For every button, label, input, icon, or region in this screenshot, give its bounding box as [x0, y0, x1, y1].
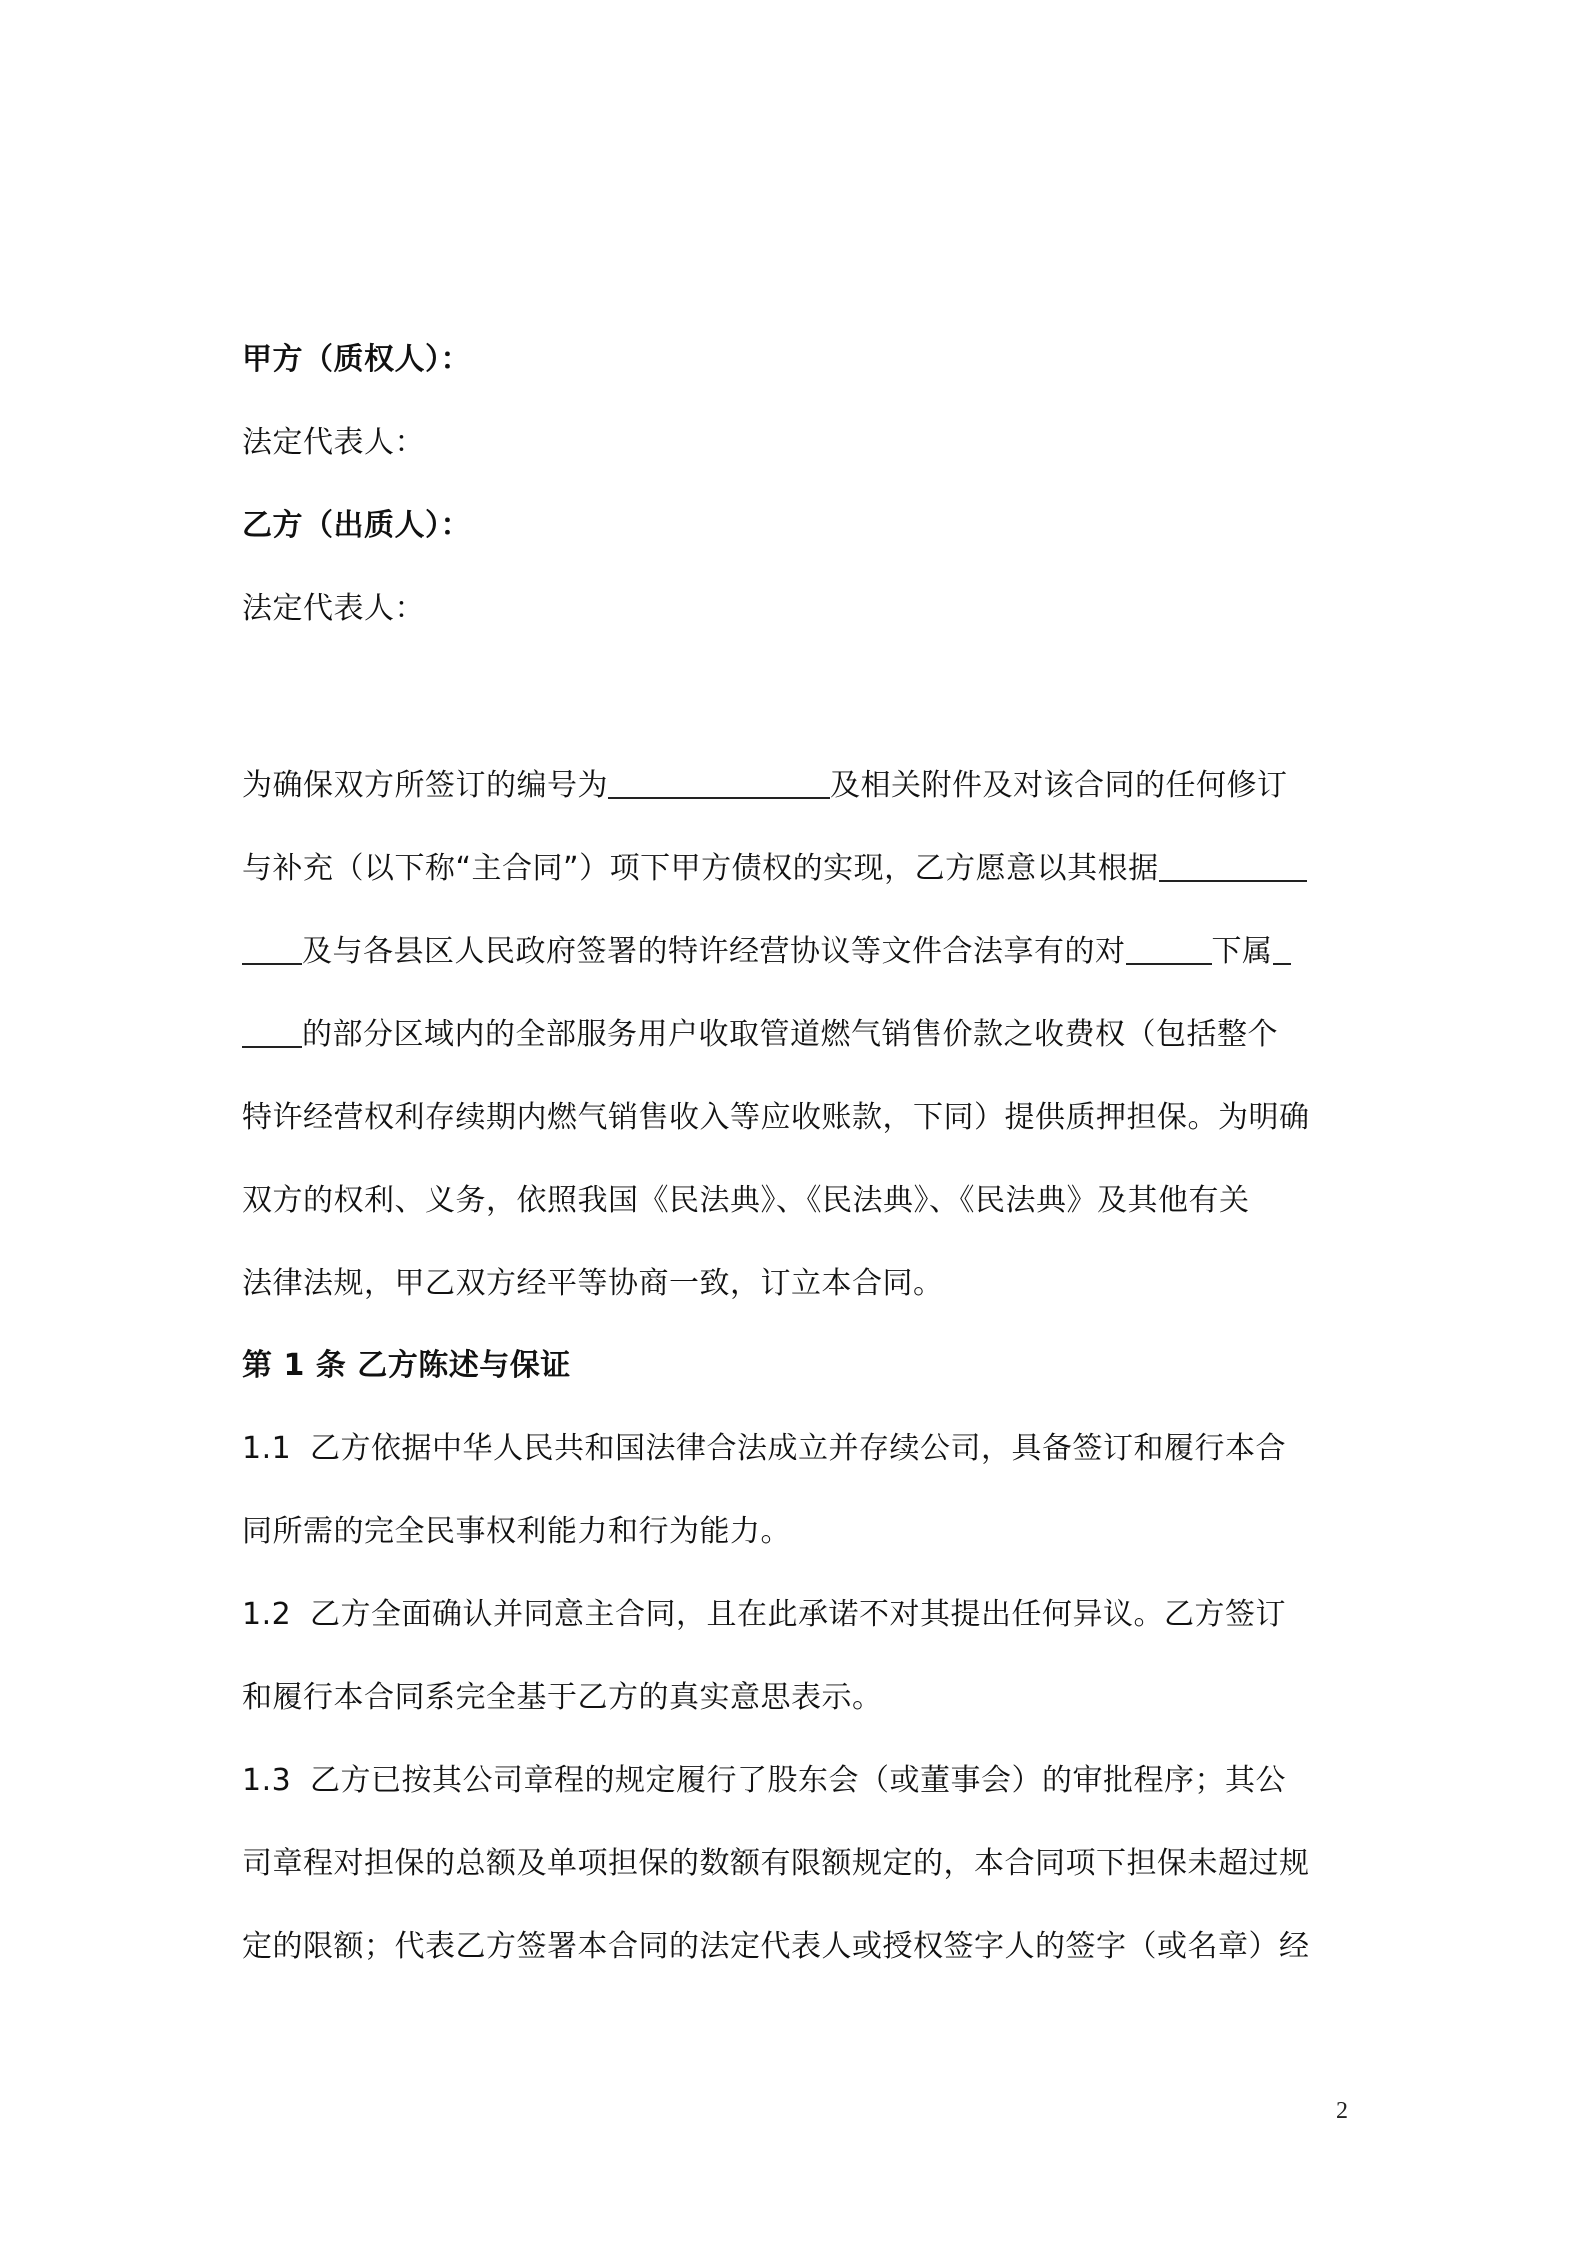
party-b-label: 乙方（出质人）： [242, 508, 471, 543]
preamble-line-7: 法律法规，甲乙双方经平等协商一致，订立本合同。 [242, 1266, 944, 1301]
contract-number-blank [608, 767, 830, 799]
party-a-label: 甲方（质权人）： [242, 342, 471, 377]
page-number: 2 [1336, 2098, 1348, 2124]
subordinate-blank [1273, 933, 1291, 965]
clause-1-3-line-3: 定的限额；代表乙方签署本合同的法定代表人或授权签字人的签字（或名章）经 [242, 1929, 1310, 1964]
party-b-representative: 法定代表人： [242, 591, 425, 626]
clause-text: 乙方全面确认并同意主合同，且在此承诺不对其提出任何异议。乙方签订 [310, 1597, 1286, 1632]
clause-1-3-line-1 [242, 1761, 1352, 1801]
basis-blank [1159, 850, 1307, 882]
basis-blank-continued [242, 933, 302, 965]
preamble-line-6: 双方的权利、义务，依照我国《民法典》、《民法典》、《民法典》及其他有关 [242, 1183, 1250, 1218]
clause-number: 1.2 [242, 1597, 292, 1632]
region-blank [1126, 933, 1212, 965]
clause-number: 1.1 [242, 1431, 292, 1466]
clause-text: 乙方已按其公司章程的规定履行了股东会（或董事会）的审批程序；其公 [310, 1763, 1286, 1798]
clause-number: 1.3 [242, 1763, 292, 1798]
party-a-representative: 法定代表人： [242, 425, 425, 460]
clause-1-1-line-1 [242, 1429, 1352, 1469]
preamble-line-3 [242, 932, 1352, 972]
article-1-heading: 第 1 条 乙方陈述与保证 [242, 1348, 571, 1383]
preamble-text: 及与各县区人民政府签署的特许经营协议等文件合法享有的对 [302, 934, 1126, 969]
preamble-line-1 [242, 766, 1352, 806]
preamble-text: 的部分区域内的全部服务用户收取管道燃气销售价款之收费权（包括整个 [302, 1017, 1278, 1052]
preamble-line-2 [242, 849, 1352, 889]
preamble-text: 下属 [1211, 934, 1273, 969]
preamble-line-5: 特许经营权利存续期内燃气销售收入等应收账款，下同）提供质押担保。为明确 [242, 1100, 1310, 1135]
clause-1-2-line-1 [242, 1595, 1352, 1635]
clause-1-1-line-2: 同所需的完全民事权利能力和行为能力。 [242, 1514, 791, 1549]
preamble-line-4 [242, 1015, 1352, 1055]
preamble-text: 为确保双方所签订的编号为 [242, 768, 608, 803]
subordinate-blank-continued [242, 1016, 302, 1048]
clause-text: 乙方依据中华人民共和国法律合法成立并存续公司，具备签订和履行本合 [310, 1431, 1286, 1466]
preamble-text: 与补充（以下称“主合同”）项下甲方债权的实现，乙方愿意以其根据 [242, 851, 1159, 886]
clause-1-2-line-2: 和履行本合同系完全基于乙方的真实意思表示。 [242, 1680, 883, 1715]
preamble-text: 及相关附件及对该合同的任何修订 [830, 768, 1288, 803]
clause-1-3-line-2: 司章程对担保的总额及单项担保的数额有限额规定的，本合同项下担保未超过规 [242, 1846, 1310, 1881]
